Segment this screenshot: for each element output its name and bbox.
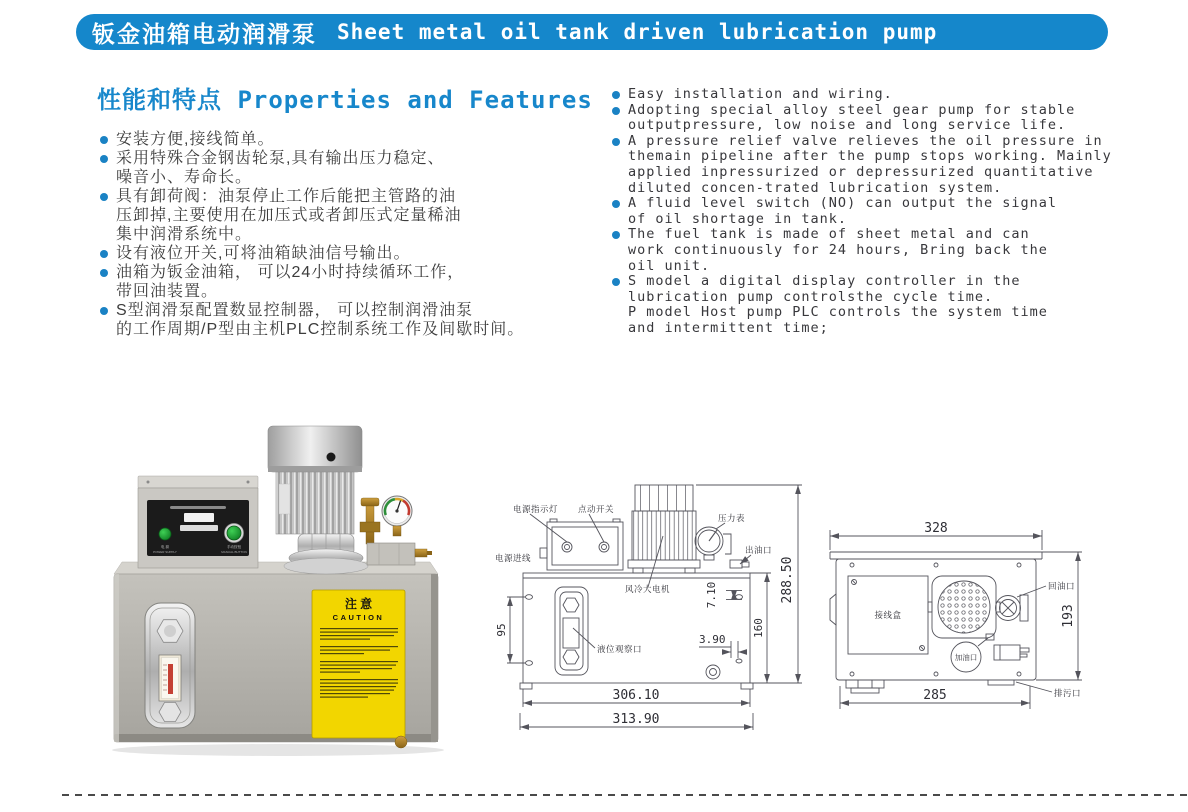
panel-name-label: [184, 513, 214, 522]
feature-line: 压卸掉,主要使用在加压式或者卸压式定量稀油: [116, 207, 462, 224]
dwg-screw: [934, 672, 938, 676]
banner-title-cn: 钣金油箱电动润滑泵: [92, 21, 317, 48]
dwg-foot: [851, 688, 879, 693]
leader-line: [1016, 682, 1052, 692]
label-level-window: 液位观察口: [597, 644, 643, 654]
feature-line: A fluid level switch (NO) can output the signal: [628, 195, 1058, 212]
product-photo: [98, 410, 470, 758]
label-junction-box: 接线盒: [874, 610, 902, 620]
dwg-port: [706, 665, 720, 679]
feature-item: [100, 263, 610, 301]
dwg-indicator: [565, 545, 570, 550]
leader-line: [573, 628, 595, 648]
leader-line: [589, 514, 604, 542]
drain-plug: [395, 736, 407, 748]
dwg-gauge-bracket: [723, 534, 731, 554]
leader-line: [1017, 586, 1046, 597]
dim-3-90: 3.90: [699, 633, 726, 646]
bullet-icon: [612, 231, 620, 239]
relief-block: [367, 543, 415, 565]
caution-title-cn: 注 意: [344, 597, 373, 611]
dwg-motor-body: [632, 511, 696, 560]
dwg-screw: [934, 563, 938, 567]
label-oil-return: 回油口: [1048, 581, 1076, 591]
panel-manual-label-en: MANUAL BUTTON: [221, 550, 247, 554]
bullet-icon: [612, 278, 620, 286]
dwg-hole: [526, 661, 533, 666]
dwg-screw: [1017, 563, 1021, 567]
feature-line: of oil shortage in tank.: [628, 210, 848, 227]
dwg-connector-pin: [1020, 648, 1029, 652]
dwg-motor-foot: [633, 568, 643, 573]
dwg-power-inlet: [540, 548, 547, 558]
tank-right-shade: [431, 574, 438, 742]
feature-line: A pressure relief valve relieves the oil pressure in: [628, 132, 1103, 149]
dwg-screw: [850, 672, 854, 676]
label-drain: 排污口: [1054, 688, 1082, 698]
feature-line: 噪音小、寿命长。: [116, 169, 253, 186]
front-view-drawing: [483, 468, 828, 733]
bullet-icon: [100, 250, 108, 258]
dwg-connector-pin: [1020, 654, 1027, 657]
dwg-hex-bolt: [563, 598, 579, 612]
dwg-motor-foot: [685, 568, 695, 573]
sight-red-column: [168, 664, 173, 694]
feature-line: 集中润滑系统中。: [116, 226, 253, 243]
feature-item: [100, 130, 610, 149]
feature-item: [612, 227, 1142, 274]
features-list-en: [612, 87, 1142, 337]
feature-line: 带回油装置。: [116, 283, 219, 300]
panel-model-label: [180, 525, 218, 531]
dwg-jog-switch: [602, 545, 607, 550]
label-pressure-gauge: 压力表: [718, 513, 746, 523]
dwg-control-box: [547, 522, 623, 570]
feature-line: work continuously for 24 hours, Bring back the: [628, 241, 1048, 258]
brass-outlet-tip: [427, 551, 432, 555]
bullet-icon: [612, 107, 620, 115]
feature-line: and intermittent time;: [628, 319, 829, 336]
caution-title-en: CAUTION: [332, 613, 385, 622]
motor-cap: [268, 426, 362, 472]
panel-company-line: [170, 506, 226, 509]
dim-306-10: 306.10: [612, 688, 660, 703]
leader-line: [530, 514, 567, 542]
bottom-dashed-divider: [62, 794, 1188, 796]
feature-line: 具有卸荷阀：油泵停止工作后能把主管路的油: [116, 188, 457, 205]
feature-line: 设有液位开关,可将油箱缺油信号输出。: [116, 245, 411, 262]
dwg-body: [836, 559, 1036, 680]
bullet-icon: [100, 136, 108, 144]
feature-item: [100, 149, 610, 187]
feature-item: [100, 301, 610, 339]
dim-95: 95: [495, 623, 508, 637]
feature-item: [100, 187, 610, 244]
gauge-center: [395, 509, 398, 512]
feature-item: [612, 274, 1142, 336]
feature-line: applied inpressurized or depressurized quantitative: [628, 163, 1094, 180]
feature-item: [100, 244, 610, 263]
feature-line: 安装方便,接线简单。: [116, 131, 275, 148]
motor-cap-band: [268, 466, 362, 472]
dim-7-10: 7.10: [705, 581, 718, 609]
feature-line: 的工作周期/P型由主机PLC控制系统工作及间歇时间。: [116, 321, 525, 338]
dwg-foot: [741, 683, 753, 689]
pump-base: [284, 558, 368, 574]
control-box-lid: [138, 476, 258, 488]
power-indicator-light: [159, 528, 171, 540]
label-air-cooled-motor: 风冷大电机: [625, 584, 671, 594]
dim-328: 328: [924, 521, 948, 536]
dwg-port-bracket: [1020, 595, 1028, 621]
dwg-fill-stem: [978, 638, 988, 646]
manual-button: [227, 526, 241, 540]
banner-title-en: Sheet metal oil tank driven lubrication pump: [337, 20, 938, 44]
feature-line: The fuel tank is made of sheet metal and can: [628, 226, 1030, 243]
dwg-foot: [846, 680, 884, 688]
dim-193: 193: [1061, 604, 1076, 628]
label-power-indicator: 电源指示灯: [513, 504, 559, 514]
feature-line: P model Host pump PLC controls the system time: [628, 304, 1048, 321]
motor-cap-hole: [327, 453, 336, 462]
side-view-drawing: [820, 490, 1110, 715]
label-oil-outlet: 出油口: [745, 545, 773, 555]
feature-item: [612, 87, 1142, 103]
dim-313-90: 313.90: [612, 712, 660, 727]
dim-160: 160: [752, 618, 765, 638]
tank-left-highlight: [114, 574, 119, 742]
dwg-box-tab: [550, 519, 557, 522]
dim-288-50: 288.50: [780, 556, 795, 604]
bullet-icon: [612, 138, 620, 146]
dim-285: 285: [923, 688, 947, 703]
feature-line: S model a digital display controller in the: [628, 273, 1021, 290]
dwg-connector: [994, 645, 1020, 660]
feature-line: lubrication pump controlsthe cycle time.: [628, 288, 994, 305]
gauge-stem: [393, 526, 401, 536]
panel-manual-label-cn: 手动按钮: [226, 545, 242, 549]
dwg-gauge-needle: [709, 530, 717, 541]
section-title: 性能和特点 Properties and Features: [97, 86, 593, 114]
feature-line: 采用特殊合金钢齿轮泵,具有输出压力稳定、: [116, 150, 445, 167]
feature-line: diluted concen-trated lubrication system.: [628, 179, 1003, 196]
panel-power-label-cn: 电 源: [160, 545, 170, 549]
dwg-hole: [736, 659, 742, 663]
brass-hex: [360, 522, 380, 532]
dwg-box-screw-cross: [852, 580, 855, 583]
features-list-cn: [100, 130, 610, 339]
panel-power-label-en: POWER SUPPLY: [153, 550, 177, 554]
dwg-drain-notch: [988, 680, 1014, 685]
dwg-gauge-base: [704, 555, 714, 560]
bullet-icon: [100, 269, 108, 277]
feature-line: Easy installation and wiring.: [628, 86, 893, 102]
dwg-box-screw-cross: [920, 646, 923, 649]
top-bolt-shade: [164, 625, 176, 637]
dwg-hole: [736, 595, 743, 600]
page-banner: [76, 14, 1108, 50]
bullet-icon: [100, 307, 108, 315]
dwg-jog-switch: [599, 542, 609, 552]
dwg-hex-bolt: [563, 650, 579, 664]
feature-item: [612, 134, 1142, 196]
bullet-icon: [612, 200, 620, 208]
dwg-box-tab: [613, 519, 620, 522]
bullet-icon: [100, 193, 108, 201]
feature-item: [612, 103, 1142, 134]
brass-tee: [361, 498, 379, 506]
label-power-inlet: 电源进线: [495, 553, 532, 563]
lid-screw: [247, 481, 250, 484]
label-jog-switch: 点动开关: [578, 504, 615, 514]
dwg-motor-cap: [635, 485, 693, 511]
dwg-outlet-fitting: [742, 562, 749, 567]
dwg-fan-tab: [928, 602, 932, 612]
dwg-indicator: [562, 542, 572, 552]
leader-line: [716, 523, 725, 529]
dwg-screw: [1017, 672, 1021, 676]
label-oil-fill: 加油口: [954, 653, 978, 662]
dwg-foot: [520, 683, 532, 689]
dwg-fan-grille: [938, 581, 990, 633]
feature-item: [612, 196, 1142, 227]
bullet-icon: [100, 155, 108, 163]
feature-line: S型润滑泵配置数显控制器， 可以控制润滑油泵: [116, 302, 474, 319]
dwg-sight-window: [563, 618, 579, 648]
feature-line: outputpressure, low noise and long service life.: [628, 117, 1067, 134]
dwg-motor-base: [628, 560, 700, 568]
dwg-screw: [850, 563, 854, 567]
lid-screw: [147, 481, 150, 484]
feature-line: Adopting special alloy steel gear pump for stable: [628, 101, 1076, 118]
brass-outlet: [415, 549, 427, 557]
feature-line: 油箱为钣金油箱， 可以24小时持续循环工作，: [116, 264, 465, 281]
bullet-icon: [612, 91, 620, 99]
feature-line: oil unit.: [628, 257, 711, 274]
dwg-port: [710, 669, 717, 676]
feature-line: themain pipeline after the pump stops working. Mainly: [628, 148, 1112, 165]
dwg-side-tab: [830, 594, 836, 625]
photo-shadow: [112, 744, 444, 756]
motor-sticker: [279, 484, 290, 514]
dwg-hole: [526, 595, 533, 600]
